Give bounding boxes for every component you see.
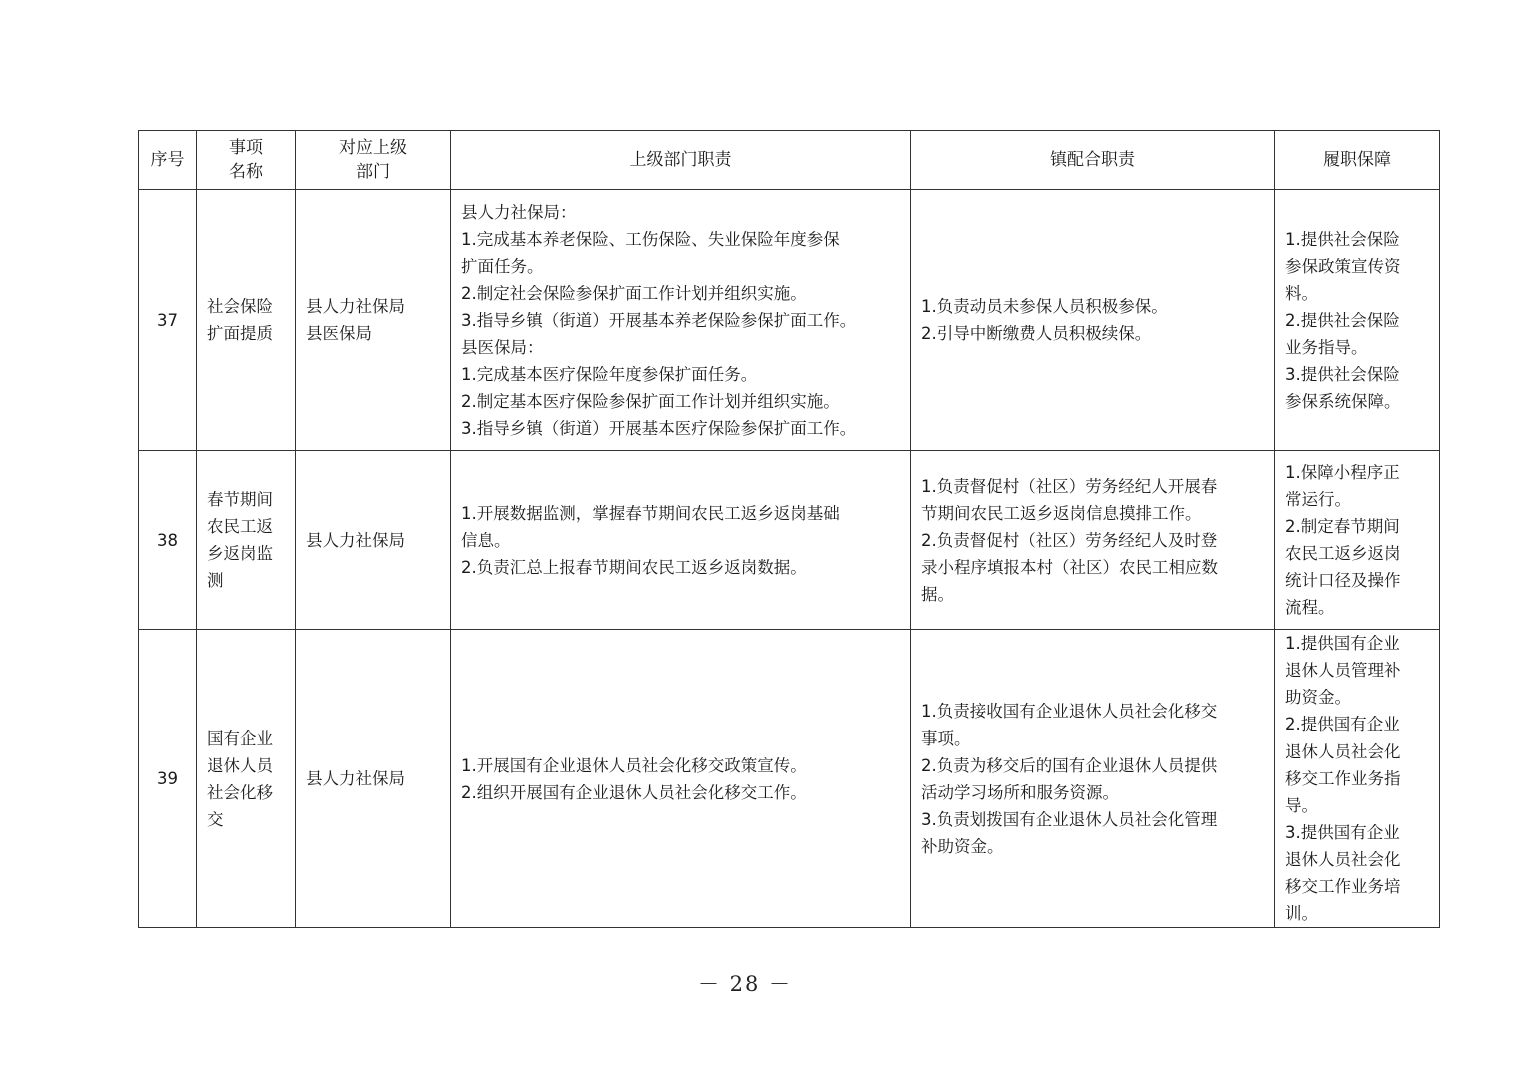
cell-upper-dept [296, 190, 451, 451]
cell-guarantee-line: 退休人员管理补 [1285, 661, 1401, 680]
table-header-row [139, 131, 1440, 190]
cell-item-name-line: 乡返岗监 [207, 544, 273, 563]
cell-guarantee [1275, 630, 1440, 928]
cell-upper-duties-line: 3.指导乡镇（街道）开展基本养老保险参保扩面工作。 [461, 310, 857, 330]
cell-upper-duties-line: 2.负责汇总上报春节期间农民工返乡返岗数据。 [461, 557, 807, 577]
cell-guarantee-line: 常运行。 [1285, 490, 1351, 509]
cell-upper-duties-line: 1.完成基本养老保险、工伤保险、失业保险年度参保 [461, 229, 840, 249]
cell-guarantee-line: 3.提供国有企业 [1285, 823, 1400, 842]
header-dept-line: 部门 [356, 162, 390, 182]
cell-upper-duties-line: 2.制定社会保险参保扩面工作计划并组织实施。 [461, 283, 807, 303]
cell-item-name-line: 农民工返 [207, 517, 273, 536]
header-guarantee: 履职保障 [1275, 131, 1440, 190]
cell-guarantee-line: 导。 [1285, 796, 1318, 815]
cell-upper-dept-line: 县医保局 [306, 324, 372, 343]
cell-guarantee-line: 2.提供社会保险 [1285, 310, 1400, 330]
cell-guarantee-line: 助资金。 [1285, 688, 1351, 707]
cell-item-name-line: 扩面提质 [207, 324, 273, 343]
cell-guarantee [1275, 451, 1440, 630]
header-dept [296, 131, 451, 190]
cell-guarantee-line: 参保系统保障。 [1285, 391, 1401, 411]
cell-upper-duties-line: 县人力社保局： [461, 202, 577, 222]
cell-item-name-line: 社会化移 [207, 782, 273, 802]
cell-upper-duties-line: 1.完成基本医疗保险年度参保扩面任务。 [461, 364, 758, 384]
cell-item-name [197, 630, 296, 928]
table-body [139, 190, 1440, 928]
cell-guarantee-line: 3.提供社会保险 [1285, 364, 1400, 384]
cell-guarantee-line: 统计口径及操作 [1285, 571, 1401, 590]
cell-item-name-line: 测 [207, 571, 224, 590]
header-dept-line: 对应上级 [339, 138, 407, 158]
cell-no: 37 [139, 190, 197, 451]
cell-guarantee-line: 1.保障小程序正 [1285, 463, 1400, 482]
cell-guarantee-line: 农民工返乡返岗 [1285, 544, 1401, 563]
cell-item-name-line: 国有企业 [207, 728, 273, 748]
cell-guarantee-line: 移交工作业务指 [1285, 769, 1401, 788]
cell-upper-dept-line: 县人力社保局 [306, 297, 405, 316]
cell-town-duties-line: 2.引导中断缴费人员积极续保。 [921, 324, 1152, 343]
cell-upper-duties-line: 2.组织开展国有企业退休人员社会化移交工作。 [461, 782, 807, 802]
cell-upper-dept [296, 451, 451, 630]
cell-upper-duties [451, 630, 911, 928]
cell-upper-dept [296, 630, 451, 928]
cell-guarantee-line: 退休人员社会化 [1285, 742, 1401, 761]
cell-guarantee-line: 2.提供国有企业 [1285, 715, 1400, 734]
cell-town-duties-line: 据。 [921, 584, 954, 604]
cell-item-name [197, 190, 296, 451]
cell-town-duties-line: 补助资金。 [921, 836, 1004, 856]
cell-upper-duties-line: 信息。 [461, 530, 511, 550]
cell-town-duties [911, 630, 1275, 928]
cell-guarantee-line: 2.制定春节期间 [1285, 517, 1400, 536]
cell-guarantee [1275, 190, 1440, 451]
cell-town-duties-line: 2.负责为移交后的国有企业退休人员提供 [921, 755, 1218, 775]
cell-town-duties-line: 1.负责动员未参保人员积极参保。 [921, 297, 1168, 316]
cell-town-duties-line: 1.负责接收国有企业退休人员社会化移交 [921, 701, 1218, 721]
cell-town-duties [911, 451, 1275, 630]
table-row [139, 451, 1440, 630]
header-name-line: 名称 [229, 162, 263, 182]
cell-upper-duties-line: 1.开展数据监测，掌握春节期间农民工返乡返岗基础 [461, 503, 840, 523]
cell-guarantee-line: 料。 [1285, 283, 1318, 303]
cell-upper-duties [451, 190, 911, 451]
cell-item-name-line: 退休人员 [207, 755, 273, 775]
page-number: － 28 － [697, 972, 793, 996]
cell-town-duties-line: 1.负责督促村（社区）劳务经纪人开展春 [921, 476, 1218, 496]
cell-guarantee-line: 业务指导。 [1285, 337, 1368, 357]
cell-item-name-line: 社会保险 [207, 297, 273, 316]
cell-no: 39 [139, 630, 197, 928]
cell-upper-duties-line: 1.开展国有企业退休人员社会化移交政策宣传。 [461, 755, 807, 775]
cell-guarantee-line: 1.提供社会保险 [1285, 229, 1400, 249]
cell-guarantee-line: 1.提供国有企业 [1285, 634, 1400, 653]
cell-upper-duties [451, 451, 911, 630]
cell-item-name [197, 451, 296, 630]
duty-table [138, 130, 1440, 928]
cell-town-duties-line: 事项。 [921, 728, 971, 748]
table-row [139, 190, 1440, 451]
cell-upper-duties-line: 3.指导乡镇（街道）开展基本医疗保险参保扩面工作。 [461, 418, 857, 438]
cell-town-duties-line: 节期间农民工返乡返岗信息摸排工作。 [921, 503, 1202, 523]
table-row [139, 630, 1440, 928]
cell-guarantee-line: 流程。 [1285, 598, 1335, 617]
cell-town-duties-line: 2.负责督促村（社区）劳务经纪人及时登 [921, 530, 1218, 550]
cell-upper-dept-line: 县人力社保局 [306, 769, 405, 788]
cell-town-duties-line: 3.负责划拨国有企业退休人员社会化管理 [921, 809, 1218, 829]
header-upper-duties: 上级部门职责 [451, 131, 911, 190]
cell-item-name-line: 交 [207, 809, 224, 829]
cell-guarantee-line: 训。 [1285, 904, 1318, 923]
cell-town-duties [911, 190, 1275, 451]
cell-item-name-line: 春节期间 [207, 490, 273, 509]
cell-guarantee-line: 参保政策宣传资 [1285, 256, 1401, 276]
header-town-duties: 镇配合职责 [911, 131, 1275, 190]
cell-upper-duties-line: 县医保局： [461, 337, 544, 357]
cell-no: 38 [139, 451, 197, 630]
cell-upper-duties-line: 2.制定基本医疗保险参保扩面工作计划并组织实施。 [461, 391, 840, 411]
cell-guarantee-line: 移交工作业务培 [1285, 877, 1401, 896]
cell-town-duties-line: 录小程序填报本村（社区）农民工相应数 [921, 557, 1218, 577]
header-name [197, 131, 296, 190]
cell-town-duties-line: 活动学习场所和服务资源。 [921, 782, 1119, 802]
header-name-line: 事项 [229, 138, 263, 158]
cell-upper-dept-line: 县人力社保局 [306, 530, 405, 550]
cell-guarantee-line: 退休人员社会化 [1285, 850, 1401, 869]
cell-upper-duties-line: 扩面任务。 [461, 256, 544, 276]
header-no: 序号 [139, 131, 197, 190]
